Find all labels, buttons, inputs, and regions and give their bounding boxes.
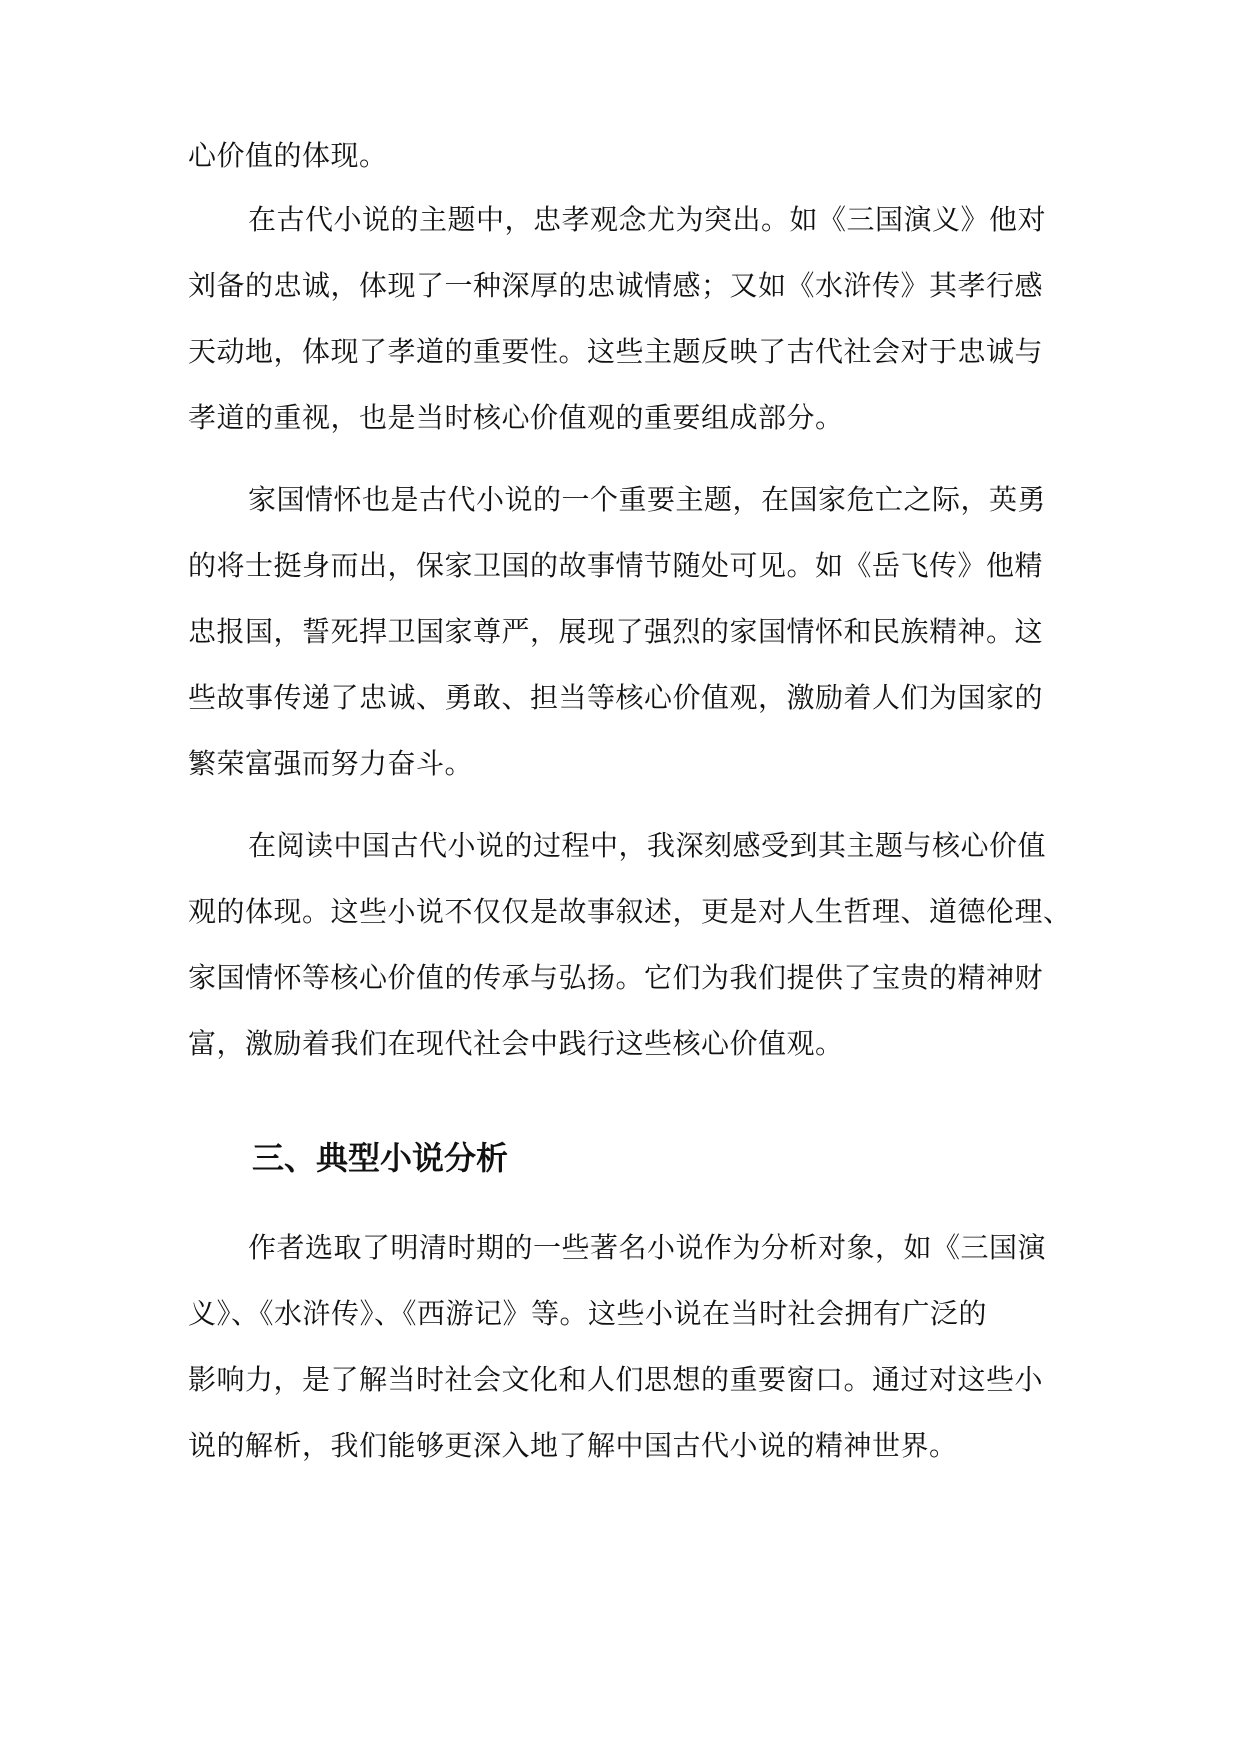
paragraph-line: 说的解析，我们能够更深入地了解中国古代小说的精神世界。 xyxy=(188,1429,958,1462)
paragraph-line: 的将士挺身而出，保家卫国的故事情节随处可见。如《岳飞传》他精 xyxy=(188,549,1044,582)
paragraph-line: 家国情怀等核心价值的传承与弘扬。它们为我们提供了宝贵的精神财 xyxy=(188,961,1044,994)
paragraph-line: 在阅读中国古代小说的过程中，我深刻感受到其主题与核心价值 xyxy=(248,829,1047,862)
paragraph-line: 些故事传递了忠诚、勇敢、担当等核心价值观，激励着人们为国家的 xyxy=(188,681,1044,714)
paragraph-line: 心价值的体现。 xyxy=(188,139,388,172)
paragraph-line: 家国情怀也是古代小说的一个重要主题，在国家危亡之际，英勇 xyxy=(248,483,1047,516)
paragraph-line: 在古代小说的主题中，忠孝观念尤为突出。如《三国演义》他对 xyxy=(248,203,1047,236)
section-heading: 三、典型小说分析 xyxy=(252,1139,509,1177)
paragraph-line: 影响力，是了解当时社会文化和人们思想的重要窗口。通过对这些小 xyxy=(188,1363,1044,1396)
paragraph-line: 义》、《水浒传》、《西游记》等。这些小说在当时社会拥有广泛的 xyxy=(188,1297,988,1330)
paragraph-line: 天动地，体现了孝道的重要性。这些主题反映了古代社会对于忠诚与 xyxy=(188,335,1044,368)
paragraph-line: 忠报国，誓死捍卫国家尊严，展现了强烈的家国情怀和民族精神。这 xyxy=(188,615,1044,648)
paragraph-line: 作者选取了明清时期的一些著名小说作为分析对象，如《三国演 xyxy=(248,1231,1047,1264)
paragraph-line: 观的体现。这些小说不仅仅是故事叙述，更是对人生哲理、道德伦理、 xyxy=(188,895,1072,928)
paragraph-line: 富，激励着我们在现代社会中践行这些核心价值观。 xyxy=(188,1027,844,1060)
paragraph-line: 孝道的重视，也是当时核心价值观的重要组成部分。 xyxy=(188,401,844,434)
paragraph-line: 刘备的忠诚，体现了一种深厚的忠诚情感；又如《水浒传》其孝行感 xyxy=(188,269,1044,302)
paragraph-line: 繁荣富强而努力奋斗。 xyxy=(188,747,474,780)
